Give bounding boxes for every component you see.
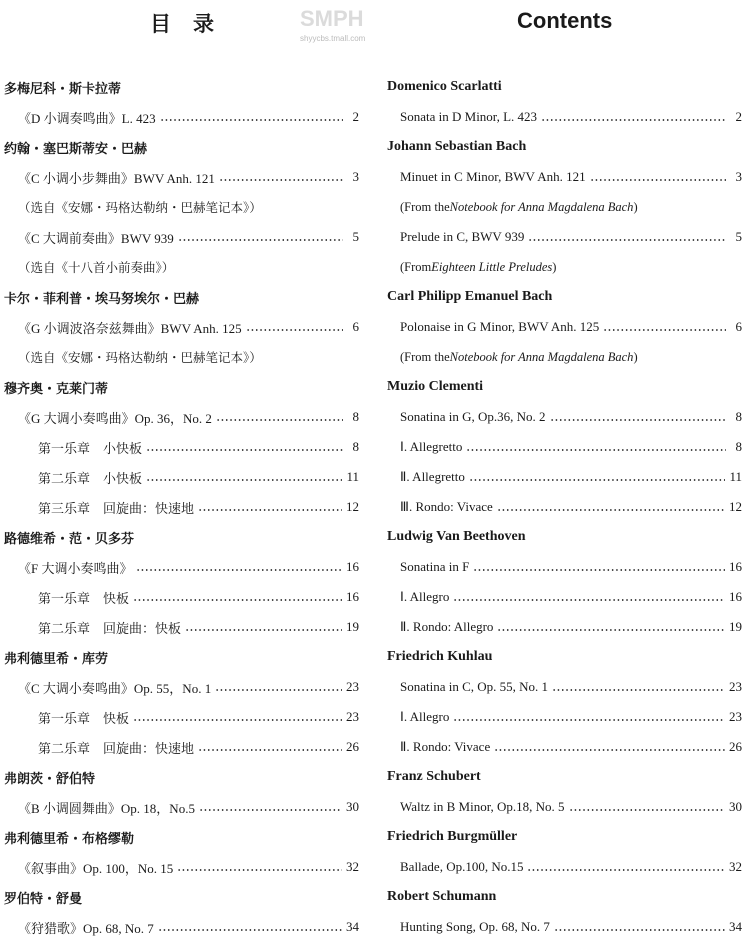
movement-entry[interactable] — [4, 492, 359, 522]
page-number: 16 — [346, 589, 359, 604]
dot-leader — [158, 929, 342, 931]
page-number: 8 — [352, 439, 359, 454]
entry-title: 多梅尼科・斯卡拉蒂 — [4, 81, 122, 97]
entry-title: 弗朗茨・舒伯特 — [4, 771, 96, 787]
dot-leader — [146, 479, 342, 481]
entry-title: Ballade, Op.100, No.15 — [400, 859, 524, 874]
dot-leader — [527, 869, 725, 871]
movement-entry[interactable] — [4, 432, 359, 462]
dot-leader — [133, 599, 342, 601]
movement-entry[interactable] — [4, 732, 359, 762]
page-number: 30 — [346, 799, 359, 814]
movement-entry[interactable] — [387, 462, 742, 492]
piece-entry[interactable] — [387, 852, 742, 882]
entry-title: 《F 大调小奏鸣曲》 — [18, 560, 133, 576]
page-number: 8 — [735, 439, 742, 454]
piece-entry[interactable] — [387, 162, 742, 192]
entry-title: (From the — [400, 199, 450, 214]
entry-title: 穆齐奥・克莱门蒂 — [4, 381, 109, 397]
page-title-english: Contents — [517, 8, 613, 33]
page-number: 8 — [735, 409, 742, 424]
entry-title-end: ) — [552, 259, 557, 274]
dot-leader — [603, 329, 726, 331]
entry-title: 弗利德里希・布格缪勒 — [4, 831, 135, 847]
piece-entry[interactable] — [4, 102, 359, 132]
entry-title: 第二乐章 回旋曲：快板 — [38, 620, 182, 636]
entry-title: 第一乐章 快板 — [38, 590, 130, 606]
entry-title-end: ) — [633, 199, 638, 214]
dot-leader — [453, 719, 725, 721]
entry-title: 第一乐章 小快板 — [38, 440, 143, 456]
composer-heading — [4, 762, 359, 792]
source-note — [4, 192, 359, 222]
dot-leader — [160, 119, 343, 121]
dot-leader — [497, 629, 725, 631]
source-note — [387, 192, 742, 222]
entry-title: Sonatina in G, Op.36, No. 2 — [400, 409, 546, 424]
entry-title: Johann Sebastian Bach — [387, 139, 527, 154]
entry-title: （选自《安娜・玛格达勒纳・巴赫笔记本》） — [18, 351, 262, 365]
composer-heading — [387, 372, 742, 402]
page-number: 26 — [346, 739, 359, 754]
source-note — [387, 252, 742, 282]
dot-leader — [198, 749, 342, 751]
dot-leader — [199, 809, 342, 811]
page-number: 5 — [352, 229, 359, 244]
entry-title: 《D 小调奏鸣曲》L. 423 — [18, 110, 156, 126]
entry-title: Carl Philipp Emanuel Bach — [387, 289, 553, 304]
entry-title: 第三乐章 回旋曲：快速地 — [38, 500, 195, 516]
entry-title-italic: Notebook for Anna Magdalena Bach — [449, 349, 634, 364]
page-number: 16 — [729, 559, 742, 574]
page-number: 11 — [346, 469, 359, 484]
entry-title: (From the — [400, 349, 450, 364]
entry-title: （选自《安娜・玛格达勒纳・巴赫笔记本》） — [18, 201, 262, 215]
dot-leader — [246, 329, 343, 331]
entry-title: 第二乐章 小快板 — [38, 470, 143, 486]
entry-title: 《G 大调小奏鸣曲》Op. 36，No. 2 — [18, 410, 212, 426]
page-number: 26 — [729, 739, 742, 754]
dot-leader — [177, 869, 342, 871]
piece-entry[interactable] — [387, 312, 742, 342]
entry-title: 弗利德里希・库劳 — [4, 651, 109, 667]
page-number: 11 — [729, 469, 742, 484]
entry-title: 《G 小调波洛奈兹舞曲》BWV Anh. 125 — [18, 320, 242, 336]
dot-leader — [146, 449, 343, 451]
entry-title: Robert Schumann — [387, 889, 497, 904]
movement-entry[interactable] — [387, 702, 742, 732]
dot-leader — [473, 569, 725, 571]
movement-entry[interactable] — [4, 612, 359, 642]
source-note — [4, 252, 359, 282]
page-number: 23 — [729, 679, 742, 694]
entry-title: （选自《十八首小前奏曲》） — [18, 261, 175, 275]
entry-title: Ⅰ. Allegro — [400, 589, 450, 604]
entry-title: Minuet in C Minor, BWV Anh. 121 — [400, 169, 586, 184]
piece-entry[interactable] — [4, 672, 359, 702]
dot-leader — [554, 929, 725, 931]
dot-leader — [590, 179, 726, 181]
page-number: 8 — [352, 409, 359, 424]
entry-title: Hunting Song, Op. 68, No. 7 — [400, 919, 550, 934]
contents-column-chinese — [4, 72, 359, 942]
entry-title: Waltz in B Minor, Op.18, No. 5 — [400, 799, 565, 814]
entry-title: Ludwig Van Beethoven — [387, 529, 526, 544]
entry-title: (From — [400, 259, 432, 274]
dot-leader — [541, 119, 726, 121]
piece-entry[interactable] — [387, 912, 742, 942]
entry-title-italic: Eighteen Little Preludes — [431, 259, 553, 274]
page-number: 32 — [729, 859, 742, 874]
page-number: 23 — [729, 709, 742, 724]
page-number: 23 — [346, 679, 359, 694]
entry-title: 第一乐章 快板 — [38, 710, 130, 726]
piece-entry[interactable] — [4, 312, 359, 342]
composer-heading — [4, 642, 359, 672]
page-number: 6 — [352, 319, 359, 334]
page-number: 16 — [729, 589, 742, 604]
page-number: 12 — [729, 499, 742, 514]
piece-entry[interactable] — [387, 402, 742, 432]
composer-heading — [387, 522, 742, 552]
piece-entry[interactable] — [387, 792, 742, 822]
page-number: 2 — [352, 109, 359, 124]
entry-title: Prelude in C, BWV 939 — [400, 229, 525, 244]
watermark-logo: SMPH — [300, 6, 364, 31]
contents-column-english — [387, 72, 742, 942]
entry-title: Ⅱ. Rondo: Vivace — [400, 739, 491, 754]
piece-entry[interactable] — [4, 852, 359, 882]
page-number: 23 — [346, 709, 359, 724]
movement-entry[interactable] — [4, 702, 359, 732]
page-number: 16 — [346, 559, 359, 574]
page-number: 19 — [729, 619, 742, 634]
piece-entry[interactable] — [387, 672, 742, 702]
piece-entry[interactable] — [4, 792, 359, 822]
piece-entry[interactable] — [387, 102, 742, 132]
dot-leader — [497, 509, 725, 511]
page-number: 30 — [729, 799, 742, 814]
dot-leader — [133, 719, 342, 721]
dot-leader — [569, 809, 725, 811]
composer-heading — [387, 282, 742, 312]
movement-entry[interactable] — [4, 462, 359, 492]
entry-title: Muzio Clementi — [387, 379, 484, 394]
entry-title: 罗伯特・舒曼 — [4, 891, 83, 907]
entry-title: Ⅱ. Allegretto — [400, 469, 465, 484]
piece-entry[interactable] — [4, 552, 359, 582]
movement-entry[interactable] — [387, 582, 742, 612]
dot-leader — [185, 629, 342, 631]
entry-title: 《C 大调前奏曲》BWV 939 — [18, 230, 174, 246]
dot-leader — [469, 479, 726, 481]
composer-heading — [4, 282, 359, 312]
entry-title-end: ) — [633, 349, 638, 364]
piece-entry[interactable] — [387, 552, 742, 582]
entry-title: Ⅰ. Allegro — [400, 709, 450, 724]
entry-title: Sonatina in C, Op. 55, No. 1 — [400, 679, 549, 694]
entry-title: Sonata in D Minor, L. 423 — [400, 109, 538, 124]
movement-entry[interactable] — [387, 612, 742, 642]
dot-leader — [136, 569, 342, 571]
composer-heading — [387, 762, 742, 792]
piece-entry[interactable] — [4, 222, 359, 252]
composer-heading — [4, 522, 359, 552]
page-number: 19 — [346, 619, 359, 634]
composer-heading — [4, 822, 359, 852]
dot-leader — [494, 749, 725, 751]
entry-title: 路德维希・范・贝多芬 — [4, 531, 135, 547]
composer-heading — [387, 642, 742, 672]
piece-entry[interactable] — [4, 912, 359, 942]
watermark-url: shyycbs.tmall.com — [300, 34, 366, 43]
entry-title: Polonaise in G Minor, BWV Anh. 125 — [400, 319, 600, 334]
entry-title: Sonatina in F — [400, 559, 470, 574]
piece-entry[interactable] — [4, 162, 359, 192]
movement-entry[interactable] — [4, 582, 359, 612]
dot-leader — [528, 239, 726, 241]
entry-title: Franz Schubert — [387, 769, 481, 784]
movement-entry[interactable] — [387, 492, 742, 522]
dot-leader — [219, 179, 343, 181]
dot-leader — [550, 419, 726, 421]
page-number: 3 — [735, 169, 742, 184]
dot-leader — [216, 419, 343, 421]
entry-title: 约翰・塞巴斯蒂安・巴赫 — [4, 141, 148, 157]
entry-title: Ⅲ. Rondo: Vivace — [400, 499, 493, 514]
page-number: 2 — [735, 109, 742, 124]
movement-entry[interactable] — [387, 732, 742, 762]
source-note — [4, 342, 359, 372]
dot-leader — [198, 509, 342, 511]
movement-entry[interactable] — [387, 432, 742, 462]
page-number: 6 — [735, 319, 742, 334]
page-number: 3 — [352, 169, 359, 184]
entry-title: Friedrich Kuhlau — [387, 649, 493, 664]
composer-heading — [4, 882, 359, 912]
composer-heading — [387, 882, 742, 912]
dot-leader — [552, 689, 725, 691]
entry-title: 《C 大调小奏鸣曲》Op. 55，No. 1 — [18, 680, 212, 696]
entry-title: Domenico Scarlatti — [387, 79, 502, 94]
page-number: 34 — [729, 919, 742, 934]
dot-leader — [178, 239, 343, 241]
entry-title: Friedrich Burgmüller — [387, 829, 518, 844]
entry-title-italic: Notebook for Anna Magdalena Bach — [449, 199, 634, 214]
page-number: 34 — [346, 919, 359, 934]
page-number: 32 — [346, 859, 359, 874]
page-number: 5 — [735, 229, 742, 244]
entry-title: 《叙事曲》Op. 100，No. 15 — [18, 860, 174, 876]
page-number: 12 — [346, 499, 359, 514]
entry-title: Ⅱ. Rondo: Allegro — [400, 619, 494, 634]
entry-title: 《C 小调小步舞曲》BWV Anh. 121 — [18, 170, 215, 186]
source-note — [387, 342, 742, 372]
entry-title: Ⅰ. Allegretto — [400, 439, 463, 454]
composer-heading — [387, 822, 742, 852]
composer-heading — [4, 372, 359, 402]
piece-entry[interactable] — [387, 222, 742, 252]
entry-title: 卡尔・菲利普・埃马努埃尔・巴赫 — [4, 291, 200, 307]
entry-title: 《B 小调圆舞曲》Op. 18，No.5 — [18, 800, 195, 816]
composer-heading — [387, 72, 742, 102]
dot-leader — [453, 599, 725, 601]
page-title-chinese: 目录 — [150, 12, 236, 36]
entry-title: 《狩猎歌》Op. 68, No. 7 — [18, 920, 154, 936]
composer-heading — [4, 132, 359, 162]
composer-heading — [4, 72, 359, 102]
piece-entry[interactable] — [4, 402, 359, 432]
entry-title: 第二乐章 回旋曲：快速地 — [38, 740, 195, 756]
dot-leader — [215, 689, 342, 691]
composer-heading — [387, 132, 742, 162]
dot-leader — [466, 449, 726, 451]
